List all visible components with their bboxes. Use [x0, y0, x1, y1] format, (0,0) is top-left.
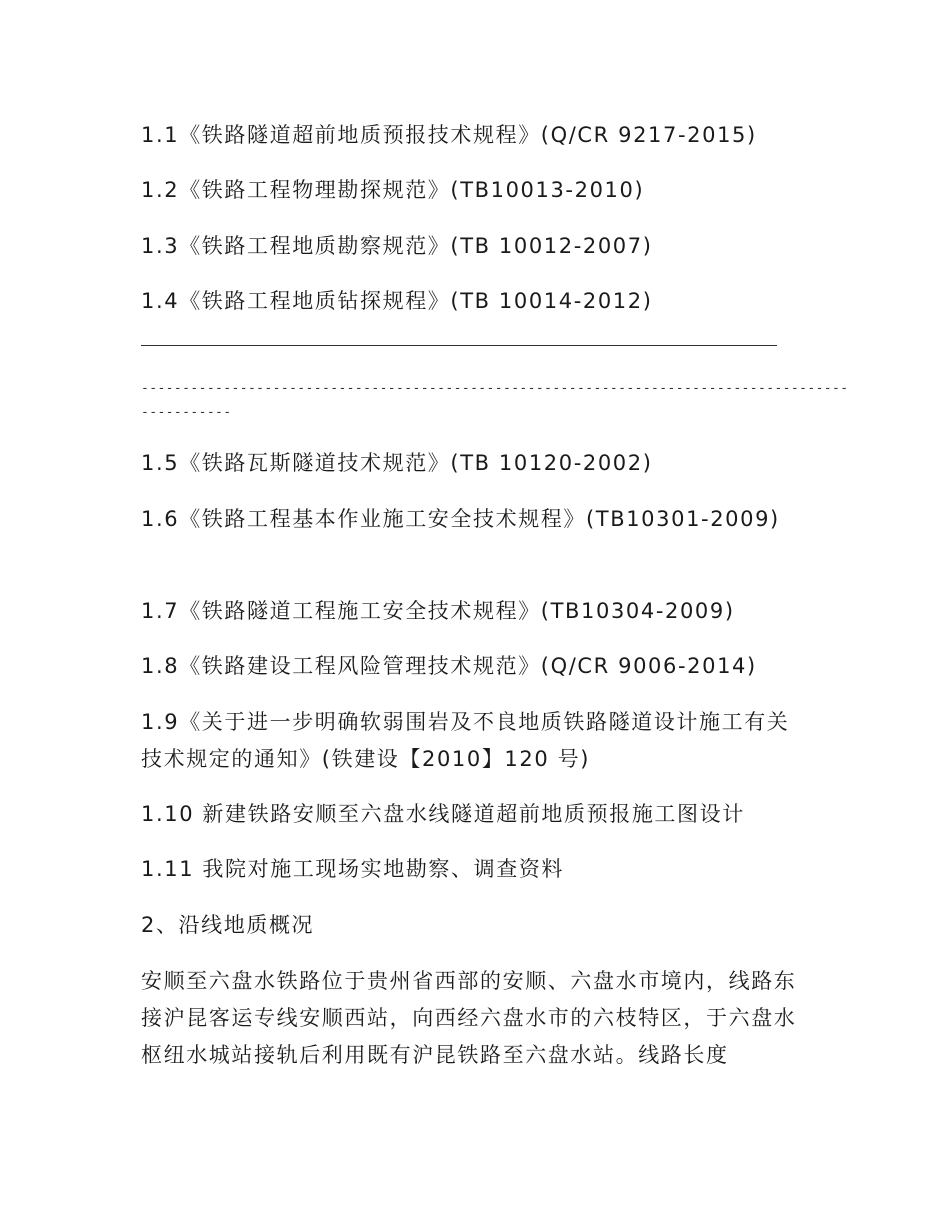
- reference-item-1-3: 1.3《铁路工程地质勘察规范》(TB 10012-2007): [141, 234, 653, 258]
- reference-item-1-8: 1.8《铁路建设工程风险管理技术规范》(Q/CR 9006-2014): [141, 654, 757, 678]
- reference-item-1-5: 1.5《铁路瓦斯隧道技术规范》(TB 10120-2002): [141, 451, 653, 475]
- dashed-divider-line: --------------------------------------------------------------------------------------: [141, 381, 849, 396]
- dashed-divider-line-continuation: -----------: [141, 405, 232, 420]
- reference-item-1-6: 1.6《铁路工程基本作业施工安全技术规程》(TB10301-2009): [141, 507, 780, 531]
- reference-item-1-1: 1.1《铁路隧道超前地质预报技术规程》(Q/CR 9217-2015): [141, 123, 757, 147]
- reference-item-1-10: 1.10 新建铁路安顺至六盘水线隧道超前地质预报施工图设计: [141, 802, 745, 826]
- reference-item-1-9: 1.9《关于进一步明确软弱围岩及不良地质铁路隧道设计施工有关技术规定的通知》(铁建设【2010】120 号): [141, 710, 790, 771]
- reference-item-1-11: 1.11 我院对施工现场实地勘察、调查资料: [141, 857, 565, 881]
- reference-item-1-7: 1.7《铁路隧道工程施工安全技术规程》(TB10304-2009): [141, 599, 735, 623]
- solid-divider-line: [141, 345, 777, 346]
- reference-item-1-4: 1.4《铁路工程地质钻探规程》(TB 10014-2012): [141, 289, 653, 313]
- reference-item-1-2: 1.2《铁路工程物理勘探规范》(TB10013-2010): [141, 178, 645, 202]
- section-heading: 2、沿线地质概况: [141, 913, 315, 937]
- section-body-paragraph: 安顺至六盘水铁路位于贵州省西部的安顺、六盘水市境内，线路东接沪昆客运专线安顺西站，向西经六盘水市的六枝特区，于六盘水枢纽水城站接轨后利用既有沪昆铁路至六盘水站。线路长度: [141, 969, 797, 1067]
